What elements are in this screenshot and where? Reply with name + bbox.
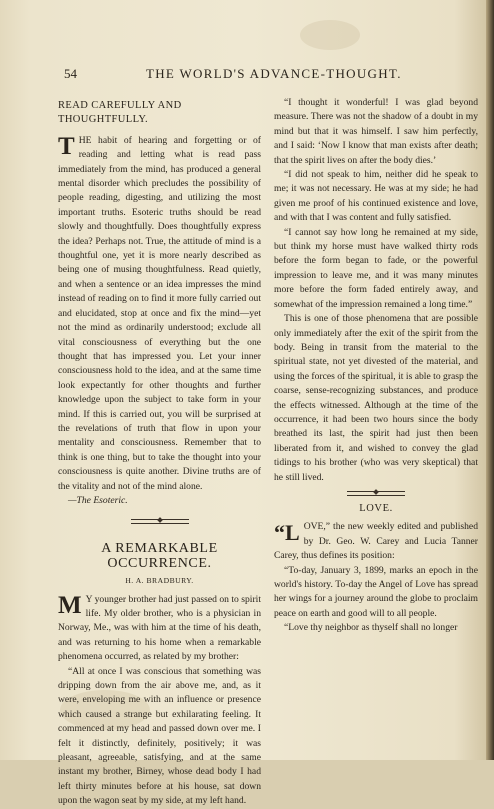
article-heading-read-carefully: READ CAREFULLY AND THOUGHTFULLY. [58, 100, 182, 126]
running-head: THE WORLD'S ADVANCE-THOUGHT. [146, 66, 402, 81]
article-paragraph: “I cannot say how long he remained at my side, but think my horse must have walked thirty rods before the form began to fade, or the powerful impression to leave me, and it was many minutes more before the form faded entirely away, and somewhat of the impression remained a long time.” [274, 226, 478, 310]
drop-cap: M [58, 591, 82, 619]
article-byline: H. A. BRADBURY. [125, 576, 194, 586]
article-paragraph [58, 593, 261, 665]
page-number: 54 [64, 66, 77, 81]
article-paragraph [58, 134, 261, 494]
paragraph-text: OVE,” the new weekly edited and published by Dr. Geo. W. Carey and Lucia Tanner Carey, thus defines its position: [274, 521, 478, 562]
drop-cap: “L [274, 520, 300, 546]
section-divider [131, 519, 189, 524]
book-spine-edge [486, 0, 494, 760]
paper-stain [300, 20, 360, 50]
article-paragraph: “Love thy neighbor as thyself shall no longer [284, 622, 458, 634]
paragraph-text: HE habit of hearing and forgetting or of reading and letting what is read pass immediately from the mind, has produced a general mental disorder which precludes the possibility of people reading, digesting, and utilizing the most important truths. Esoteric truths should be read slowly and thoughtfully. Does thoughtfully express the idea? Perhaps not. True, the attitude of mind is a thoughtful one, yet it is more nearly described as being one of musing thoughtfulness. Read quietly, and when a sentence or an idea impresses the mind instead of reading on to find it more fully carried out and elucidated, stop at once and fix the mind—yet not the mind as ordinarily understood; exclude all vital consciousness of everything but the one thought that has impressed you. Let your inner consciousness hold to the idea, and at the same time look expectantly for other thoughts and further knowledge upon the subject to take form in your mind. If this is carried out, you will be surprised at the revelations of truth that flow in upon your mentality and consciousness. Remember that to think is one thing, but to take the thought into your consciousness is quite another. Divine truths are of the vitality and not of the mind alone. [58, 134, 261, 492]
article-paragraph: “All at once I was conscious that something was dripping down from the air above me, and, as it were, enveloping me with an influence or presence which caused a strange but exhilarating feeling. It commenced at my head and passed down over me. I felt it distinctly, definitely, positively; it was pleasant, agreeable, satisfying, and at the same instant my brother, Birney, whose dead body I had left thirty minutes before at his house, sat down upon the wagon seat by my side, at my left hand. [58, 665, 261, 807]
paragraph-text: Y younger brother had just passed on to spirit life. My older brother, who is a physician in Norway, Me., was with him at the time of his death, and was returning to his home when a remarkable phenomena occurred, as related by my brother: [58, 593, 261, 663]
drop-cap: T [58, 132, 75, 160]
section-divider [347, 491, 405, 496]
article-heading-love: LOVE. [359, 502, 393, 514]
right-column [274, 96, 478, 636]
left-column [58, 96, 261, 809]
article-source: —The Esoteric. [68, 494, 128, 506]
article-paragraph: “To-day, January 3, 1899, marks an epoch in the world's history. To-day the Angel of Love has spread her wings for a journey around the globe to proclaim peace on earth and good will to all people. [274, 564, 478, 619]
article-heading-remarkable: A REMARKABLE OCCURRENCE. [101, 541, 218, 571]
article-paragraph: This is one of those phenomena that are possible only immediately after the exit of the spirit from the body. Being in transit from the material to the spiritual state, not yet divested of the material, and using the forces of the spiritual, it is able to grasp the coarse, sense-recognizing substances, and produce the effects witnessed. Although at the time of the occurrence, it had been two hours since the body breathed its last, the spirit had just then been liberated from it, and wished to convey the glad tidings to his brother (who was very skeptical) that he still lived. [274, 313, 478, 483]
article-paragraph: “I did not speak to him, neither did he speak to me; it was not necessary. He was at my side; he had given me proof of his continued existence and love, and with that I was content and fully satisfied. [274, 169, 478, 224]
page-header [0, 66, 494, 82]
article-paragraph [274, 520, 478, 563]
article-paragraph: “I thought it wonderful! I was glad beyond measure. There was not the shadow of a doubt in my mind but that it was himself. I saw him perfectly, and I said: ‘Now I know that man exists after death; that the spirit lives on after the body dies.’ [274, 97, 478, 166]
